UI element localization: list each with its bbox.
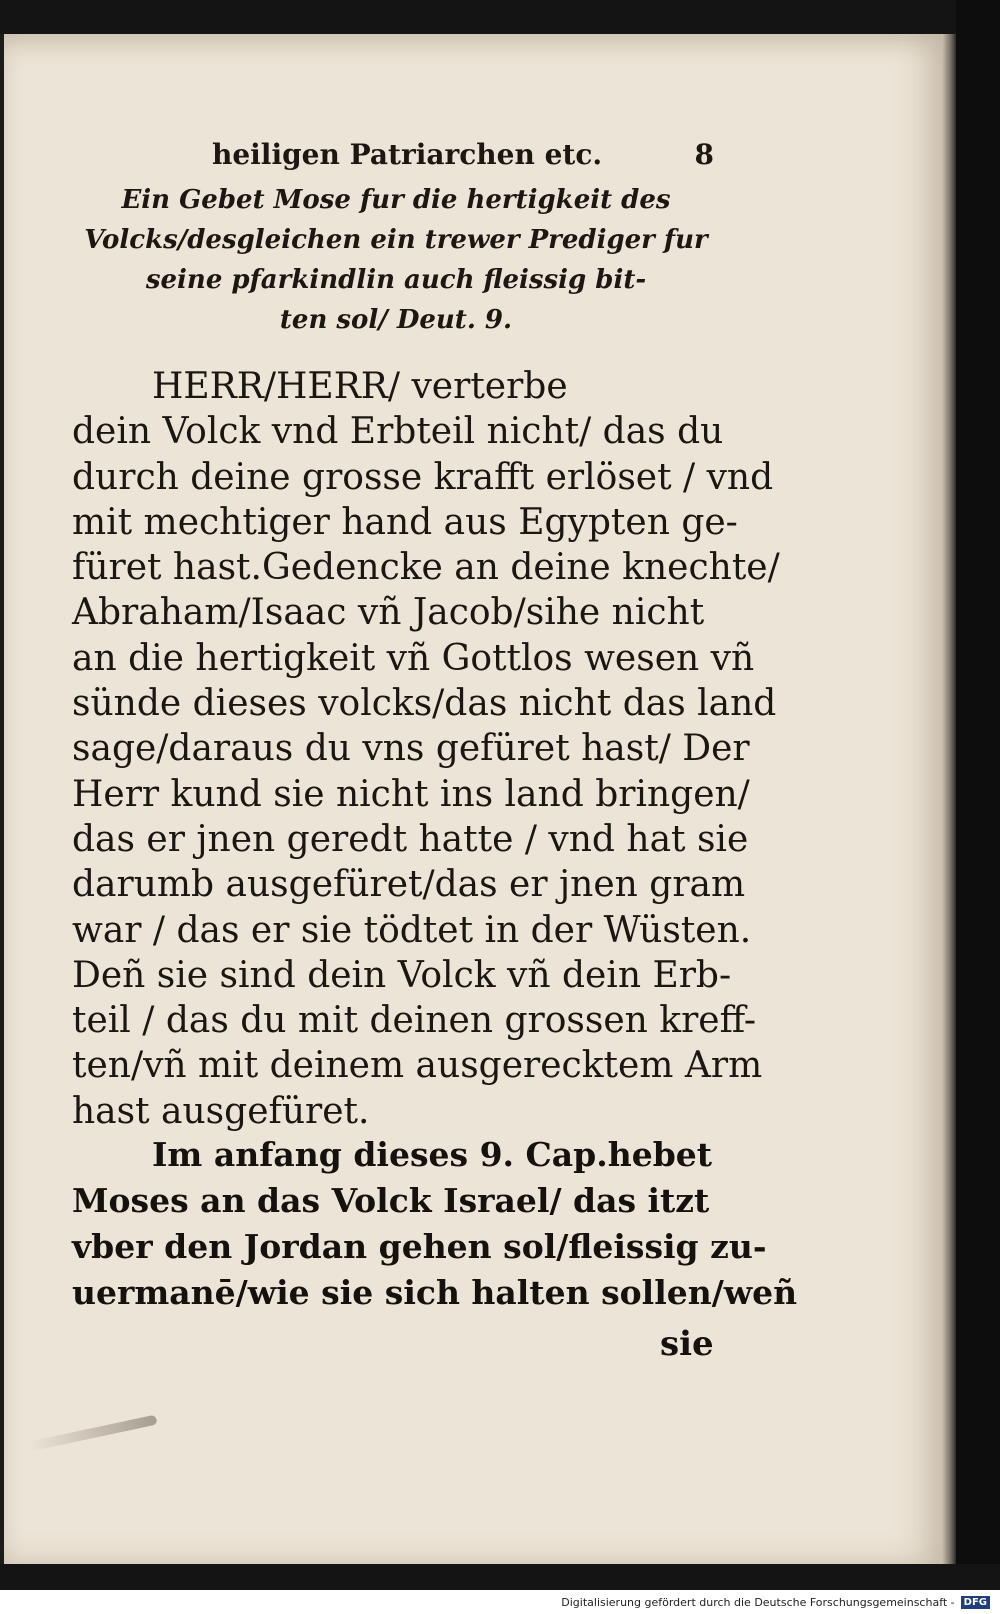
body-line: war / das er sie tödtet in der Wüsten.: [72, 909, 752, 951]
body-line: das er jnen geredt hatte / vnd hat sie: [72, 818, 749, 860]
body-line: darumb ausgefüret/das er jnen gram: [72, 864, 746, 906]
commentary-line: vber den Jordan gehen sol/fleissig zu-: [72, 1227, 767, 1266]
body-line: Deñ sie sind dein Volck vñ dein Erb-: [72, 954, 732, 996]
commentary-text: [72, 1132, 798, 1316]
right-scan-border: [956, 0, 1000, 1614]
prayer-text: [72, 364, 780, 1134]
body-line: Herr kund sie nicht ins land bringen/: [72, 773, 750, 815]
body-line: ten/vñ mit deinem ausgerecktem Arm: [72, 1045, 763, 1087]
body-line: sage/daraus du vns gefüret hast/ Der: [72, 728, 750, 770]
heading-line: Volcks/desgleichen ein trewer Prediger fur: [84, 225, 708, 255]
body-line: mit mechtiger hand aus Egypten ge-: [72, 501, 738, 543]
top-scan-border: [0, 0, 1000, 34]
digitization-footer: [0, 1590, 1000, 1614]
running-head: heiligen Patriarchen etc.: [212, 138, 603, 171]
dfg-logo-icon: DFG: [961, 1596, 990, 1609]
catchword: sie: [660, 1324, 714, 1364]
page-edge-shadow: [942, 34, 956, 1564]
body-line: hast ausgefüret.: [72, 1090, 370, 1132]
body-line: Abraham/Isaac vñ Jacob/sihe nicht: [72, 592, 705, 634]
body-line: an die hertigkeit vñ Gottlos wesen vñ: [72, 637, 755, 679]
body-line: HERR/HERR/ verterbe: [152, 366, 568, 407]
body-line: teil / das du mit deinen grossen kreff-: [72, 1000, 757, 1042]
page-number: 8: [694, 138, 714, 171]
prayer-heading: [76, 180, 716, 340]
commentary-line: uermanē/wie sie sich halten sollen/weñ: [72, 1273, 798, 1312]
book-page: [4, 34, 942, 1564]
body-line: dein Volck vnd Erbteil nicht/ das du: [72, 411, 724, 453]
heading-line: seine pfarkindlin auch fleissig bit-: [145, 265, 647, 295]
body-line: durch deine grosse krafft erlöset / vnd: [72, 456, 774, 498]
commentary-line: Im anfang dieses 9. Cap.hebet: [152, 1135, 713, 1174]
body-line: sünde dieses volcks/das nicht das land: [72, 683, 777, 725]
commentary-line: Moses an das Volck Israel/ das itzt: [72, 1181, 710, 1220]
heading-line: ten sol/ Deut. 9.: [279, 305, 513, 335]
bottom-scan-border: [0, 1564, 1000, 1590]
heading-line: Ein Gebet Mose fur die hertigkeit des: [121, 185, 671, 215]
page-header: [212, 138, 714, 178]
body-line: füret hast.Gedencke an deine knechte/: [72, 547, 780, 589]
ink-smudge: [28, 1415, 157, 1452]
footer-credit: Digitalisierung gefördert durch die Deutsche Forschungsgemeinschaft -: [561, 1595, 955, 1609]
